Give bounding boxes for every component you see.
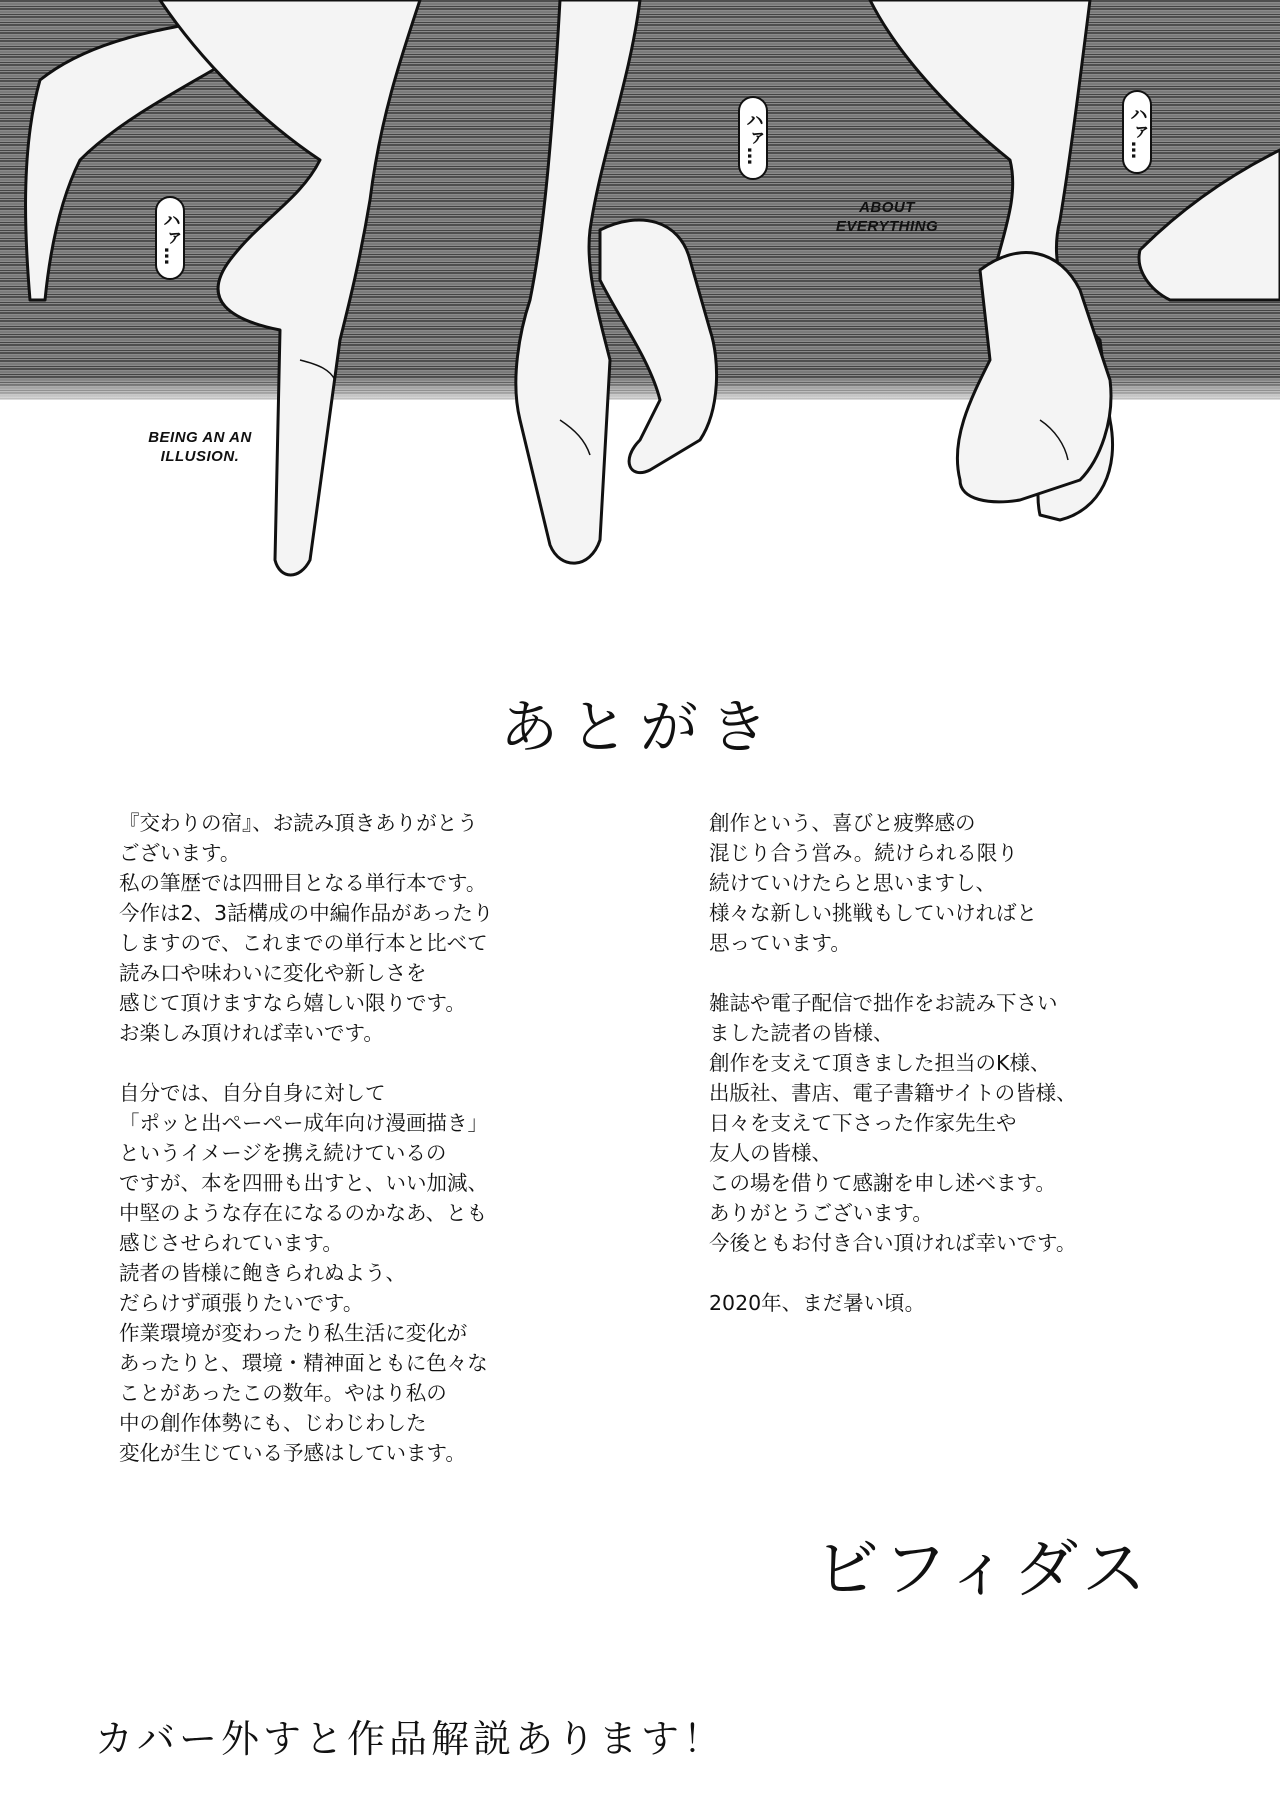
afterword-right-column xyxy=(709,808,1077,1318)
afterword-line: 今作は2、3話構成の中編作品があったり xyxy=(119,901,494,925)
caption-about-everything: ABOUT EVERYTHING xyxy=(835,199,939,235)
afterword-line: 創作という、喜びと疲弊感の xyxy=(709,811,976,835)
afterword-line: 続けていけたらと思いますし、 xyxy=(709,871,996,895)
afterword-line: 感じて頂けますなら嬉しい限りです。 xyxy=(119,991,466,1015)
afterword-line: ました読者の皆様、 xyxy=(709,1021,894,1045)
sfx-bubble-left: ハァ… xyxy=(155,196,185,280)
afterword-line: 友人の皆様、 xyxy=(709,1141,832,1165)
afterword-line: 中堅のような存在になるのかなあ、とも xyxy=(119,1201,488,1225)
afterword-line: だらけず頑張りたいです。 xyxy=(119,1291,364,1315)
afterword-line: 混じり合う営み。続けられる限り xyxy=(709,841,1018,865)
caption-being-an-illusion: BEING AN AN ILLUSION. xyxy=(148,429,252,465)
afterword-line: お楽しみ頂ければ幸いです。 xyxy=(119,1021,384,1045)
afterword-line: 変化が生じている予感はしています。 xyxy=(119,1441,466,1465)
afterword-line: ですが、本を四冊も出すと、いい加減、 xyxy=(119,1171,488,1195)
afterword-line: 「ポッと出ペーペー成年向け漫画描き」 xyxy=(119,1111,488,1135)
afterword-line: しますので、これまでの単行本と比べて xyxy=(119,931,488,955)
afterword-line: この場を借りて感謝を申し述べます。 xyxy=(709,1171,1056,1195)
afterword-line: 私の筆歴では四冊目となる単行本です。 xyxy=(119,871,487,895)
afterword-line: 出版社、書店、電子書籍サイトの皆様、 xyxy=(709,1081,1077,1105)
afterword-line: 創作を支えて頂きました担当のK様、 xyxy=(709,1051,1051,1075)
afterword-line: 様々な新しい挑戦もしていければと xyxy=(709,901,1037,925)
afterword-line: 思っています。 xyxy=(709,931,851,955)
afterword-line: 2020年、まだ暑い頃。 xyxy=(709,1291,926,1315)
afterword-line: 今後ともお付き合い頂ければ幸いです。 xyxy=(709,1231,1077,1255)
paragraph-gap xyxy=(119,1048,493,1078)
afterword-line: 自分では、自分自身に対して xyxy=(119,1081,386,1105)
afterword-line: 読み口や味わいに変化や新しさを xyxy=(119,961,427,985)
afterword-line: ことがあったこの数年。やはり私の xyxy=(119,1381,447,1405)
afterword-line: 読者の皆様に飽きられぬよう、 xyxy=(119,1261,406,1285)
afterword-line: というイメージを携え続けているの xyxy=(119,1141,447,1165)
author-signature: ビフィダス xyxy=(815,1533,1150,1607)
afterword-line: 日々を支えて下さった作家先生や xyxy=(709,1111,1017,1135)
cover-note: カバー外すと作品解説あります！ xyxy=(95,1717,726,1761)
afterword-line: 作業環境が変わったり私生活に変化が xyxy=(119,1321,468,1345)
afterword-title: あとがき xyxy=(499,693,780,761)
afterword-line: ありがとうございます。 xyxy=(709,1201,933,1225)
afterword-left-column xyxy=(119,808,493,1468)
afterword-line: 感じさせられています。 xyxy=(119,1231,343,1255)
manga-panel xyxy=(0,0,1280,590)
afterword-line: 雑誌や電子配信で拙作をお読み下さい xyxy=(709,991,1058,1015)
paragraph-gap xyxy=(709,1258,1077,1288)
afterword-line: 『交わりの宿』、お読み頂きありがとう xyxy=(119,811,478,835)
sfx-bubble-middle: ハァ… xyxy=(738,96,768,180)
afterword-line: ございます。 xyxy=(119,841,241,865)
sfx-bubble-right: ハァ… xyxy=(1122,90,1152,174)
afterword-line: 中の創作体勢にも、じわじわした xyxy=(119,1411,427,1435)
paragraph-gap xyxy=(709,958,1077,988)
panel-artwork xyxy=(0,0,1280,590)
afterword-line: あったりと、環境・精神面ともに色々な xyxy=(119,1351,488,1375)
